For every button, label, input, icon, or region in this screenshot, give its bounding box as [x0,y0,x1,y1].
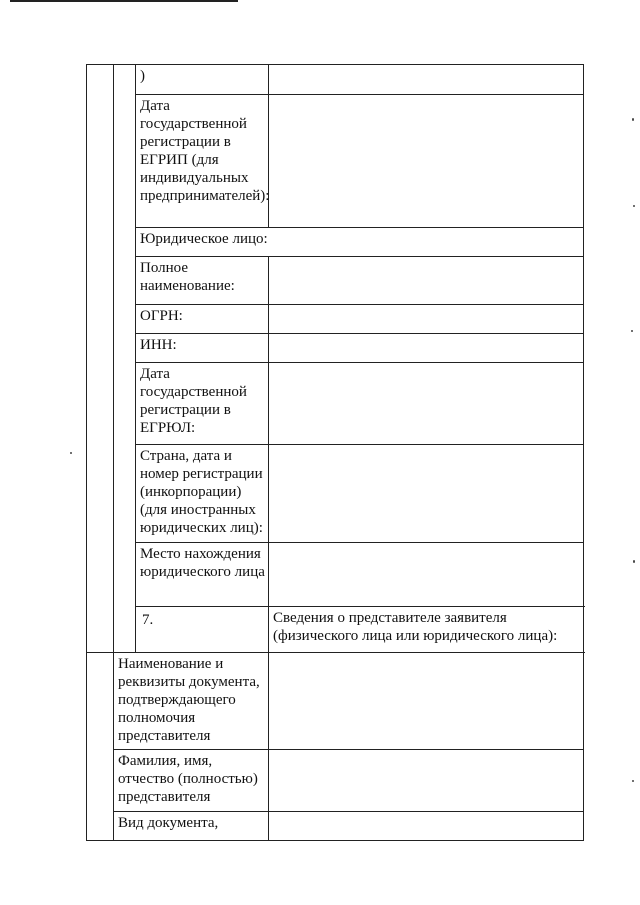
field-value-egrul-date[interactable] [269,363,584,445]
field-label-egrul-date: Дата государственной регистрации в ЕГРЮЛ: [136,363,269,445]
section-7-title: Сведения о представителе заявителя (физического лица или юридического лица): [269,607,584,653]
table-row [87,257,584,305]
field-label-authority-document: Наименование и реквизиты документа, подтверждающего полномочия представителя [114,653,269,750]
field-value-location[interactable] [269,543,584,607]
field-value-inn[interactable] [269,334,584,363]
subsection-number-cell [114,65,136,653]
table-row [87,812,584,841]
scan-speck [70,452,72,454]
table-row [87,543,584,607]
table-row [87,750,584,812]
field-value-representative-name[interactable] [269,750,584,812]
section-7-number-spacer [87,653,114,841]
table-row [87,363,584,445]
scan-speck [633,560,635,563]
table-row [87,607,584,653]
scan-speck [631,330,633,332]
scan-speck [632,780,634,782]
field-value-foreign-registration[interactable] [269,445,584,543]
scan-speck [633,205,635,207]
table-row [87,445,584,543]
table-row [87,334,584,363]
table-row [87,305,584,334]
field-label-egrip-date: Дата государственной регистрации в ЕГРИП (для индивидуальных предпринимателей): [136,95,269,228]
section-number-cell [87,65,114,653]
application-form-table [86,64,584,841]
scan-speck [632,118,634,121]
table-row [87,95,584,228]
field-value-document-type[interactable] [269,812,584,841]
field-label-full-name: Полное наименование: [136,257,269,305]
table-row [87,653,584,750]
field-label-document-type: Вид документа, [114,812,269,841]
field-value-egrip-date[interactable] [269,95,584,228]
field-label-representative-name: Фамилия, имя, отчество (полностью) представителя [114,750,269,812]
table-row [87,228,584,257]
table-row [87,65,584,95]
section-7-number: 7. [136,607,269,653]
scan-top-border [10,0,238,2]
field-label-inn: ИНН: [136,334,269,363]
legal-entity-heading: Юридическое лицо: [136,228,584,257]
field-label-ogrn: ОГРН: [136,305,269,334]
field-value-full-name[interactable] [269,257,584,305]
field-value-ogrn[interactable] [269,305,584,334]
field-label-paren: ) [136,65,269,95]
field-label-location: Место нахождения юридического лица [136,543,269,607]
field-value-paren[interactable] [269,65,584,95]
field-label-foreign-registration: Страна, дата и номер регистрации (инкорпорации) (для иностранных юридических лиц): [136,445,269,543]
field-value-authority-document[interactable] [269,653,584,750]
